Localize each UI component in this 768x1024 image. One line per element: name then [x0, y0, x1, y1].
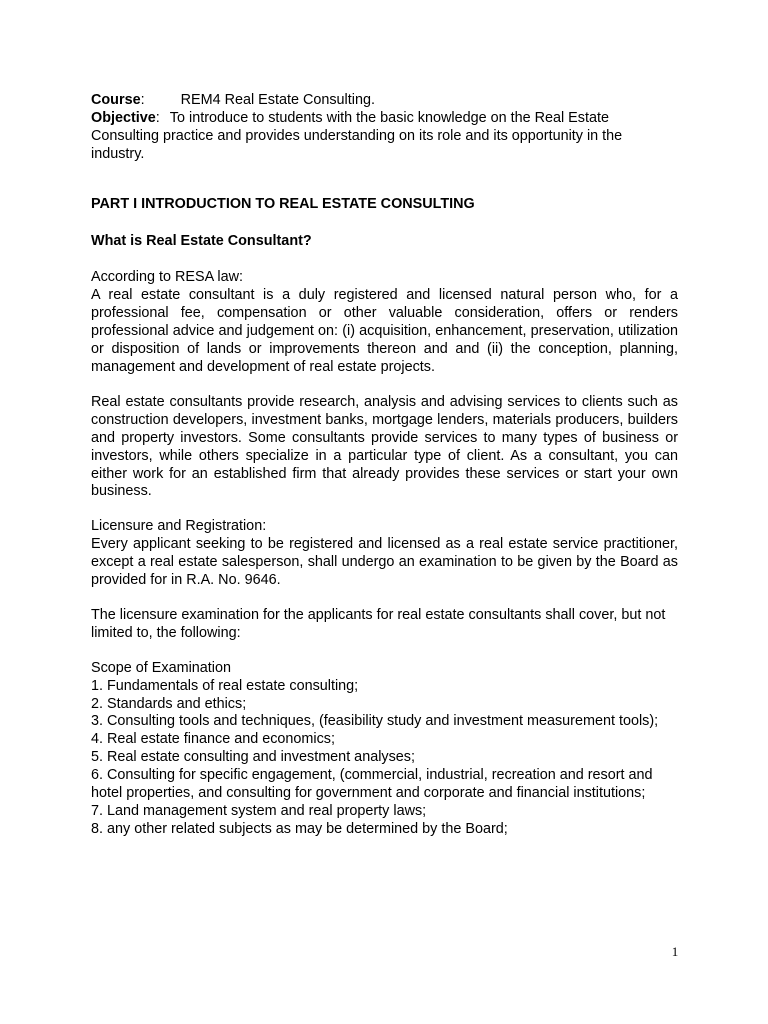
scope-heading: Scope of Examination [91, 659, 231, 676]
list-item: 8. any other related subjects as may be determined by the Board; [91, 820, 508, 837]
question-heading: What is Real Estate Consultant? [91, 232, 312, 249]
list-item: 6. Consulting for specific engagement, (commercial, industrial, recreation and resort and hotel properties, and consulting for government and corporate and financial institutions; [91, 767, 653, 802]
licensure-heading: Licensure and Registration: [91, 518, 267, 535]
services-paragraph: Real estate consultants provide research, analysis and advising services to clients such as construction developers, investment banks, mortgage lenders, materials producers, builders and property investors. Some consultants provide services to many types of business or investors, while others specialize in a particular type of client. As a consultant, you can either work for an established firm that already provides these services or start your own business. [91, 393, 678, 500]
exam-paragraph: The licensure examination for the applicants for real estate consultants shall cover, but not limited to, the following: [91, 606, 666, 641]
scope-list [91, 678, 678, 839]
course-label: Course [91, 92, 141, 108]
list-item: 7. Land management system and real property laws; [91, 803, 427, 819]
list-item: 3. Consulting tools and techniques, (feasibility study and investment measurement tools); [91, 713, 659, 730]
objective-value: To introduce to students with the basic knowledge on the Real Estate Consulting practice and provides understanding on its role and its opportunity in the industry. [91, 109, 623, 162]
course-line [91, 92, 678, 110]
objective-line [91, 110, 678, 164]
objective-colon: : [155, 109, 160, 126]
list-item: 4. Real estate finance and economics; [91, 731, 335, 748]
resa-definition: A real estate consultant is a duly registered and licensed natural person who, for a professional fee, compensation or other valuable consideration, offers or renders professional advice and judgement on: (i) acquisition, enhancement, preservation, utilization or disposition of lands or improvements thereon and and (ii) the conception, planning, management and development of real estate projects. [91, 287, 678, 375]
objective-label: Objective [91, 109, 156, 126]
part-title: PART I INTRODUCTION TO REAL ESTATE CONSULTING [91, 195, 475, 212]
list-item: 1. Fundamentals of real estate consulting; [91, 677, 359, 694]
licensure-body: Every applicant seeking to be registered and licensed as a real estate service practitioner, except a real estate salesperson, shall undergo an examination to be given by the Board as provided for in R.A. No. 9646. [91, 536, 678, 589]
list-item: 2. Standards and ethics; [91, 695, 247, 712]
resa-intro: According to RESA law: [91, 269, 243, 286]
page-number: 1 [671, 944, 679, 959]
course-value: REM4 Real Estate Consulting. [180, 92, 375, 108]
document-page [91, 92, 678, 839]
course-colon: : [140, 92, 145, 108]
list-item: 5. Real estate consulting and investment analyses; [91, 749, 415, 766]
